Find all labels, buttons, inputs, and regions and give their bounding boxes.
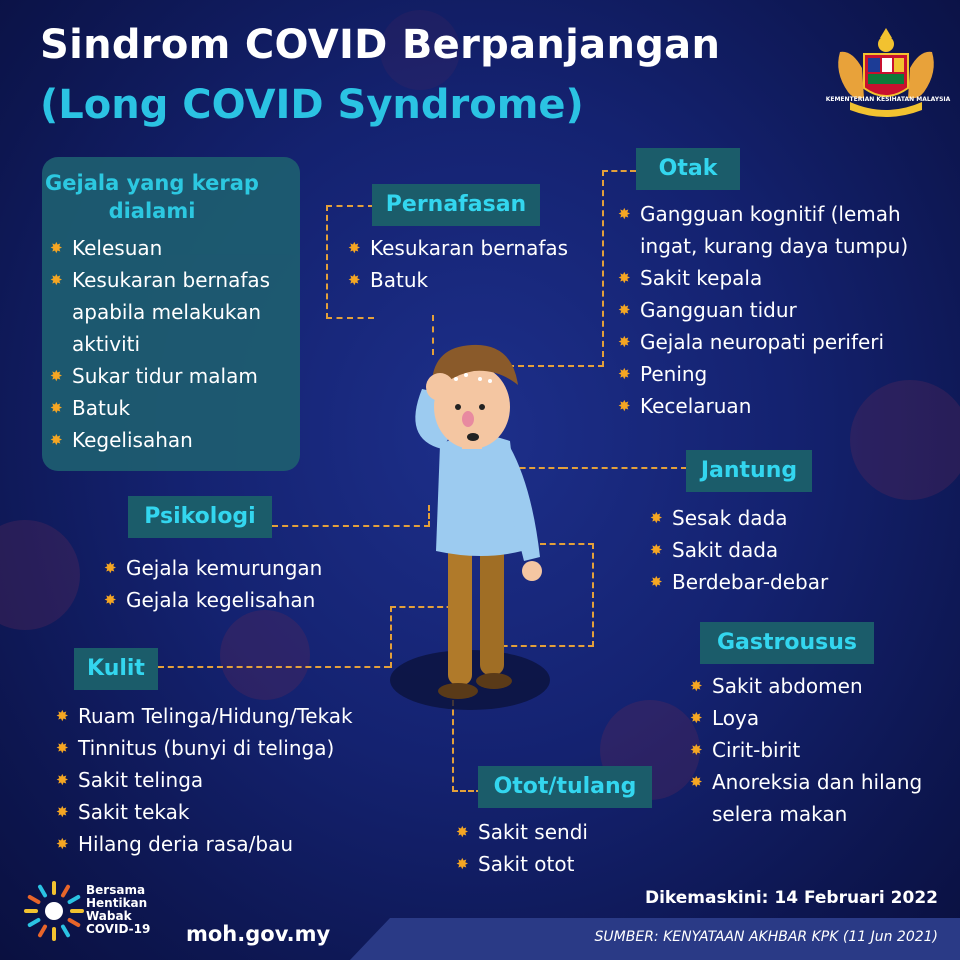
list-item: ✸ Sesak dada (650, 502, 900, 534)
list-item: ✸ Gejala neuropati periferi (618, 326, 944, 358)
list-item: ✸ Gejala kegelisahan (104, 584, 364, 616)
list-item: ✸ Anoreksia dan hilang selera makan (690, 766, 942, 830)
campaign-line: Bersama (86, 883, 146, 897)
list-item: ✸ Kegelisahan (50, 424, 295, 456)
connector-line (562, 467, 687, 471)
common-symptoms-list (50, 232, 295, 456)
kulit-list (56, 700, 386, 860)
section-header-psikologi: Psikologi (128, 496, 272, 538)
connector-line (602, 170, 636, 174)
list-item: ✸ Kecelaruan (618, 390, 944, 422)
list-item: ✸ Cirit-birit (690, 734, 942, 766)
list-item: ✸ Gejala kemurungan (104, 552, 364, 584)
list-item: ✸ Batuk (50, 392, 295, 424)
common-symptoms-title: Gejala yang kerap dialami (45, 171, 259, 223)
coat-of-arms-icon (828, 22, 944, 122)
list-item: ✸ Sakit abdomen (690, 670, 942, 702)
list-item: ✸ Kesukaran bernafas (348, 232, 608, 264)
source-text: SUMBER: KENYATAAN AKHBAR KPK (11 Jun 2021) (594, 929, 938, 945)
list-item: ✸ Sakit dada (650, 534, 900, 566)
list-item: ✸ Loya (690, 702, 942, 734)
list-item: ✸ Sakit tekak (56, 796, 386, 828)
section-header-kulit: Kulit (74, 648, 158, 690)
list-item: ✸ Sakit otot (456, 848, 656, 880)
list-item: ✸ Sakit kepala (618, 262, 944, 294)
list-item: ✸ Tinnitus (bunyi di telinga) (56, 732, 386, 764)
ministry-label: KEMENTERIAN KESIHATAN MALAYSIA (825, 96, 951, 103)
campaign-line: COVID-19 (86, 922, 151, 936)
page-title: Sindrom COVID Berpanjangan (40, 22, 721, 68)
section-header-otot-tulang: Otot/tulang (478, 766, 652, 808)
sick-man-illustration (370, 335, 570, 725)
list-item: ✸ Kelesuan (50, 232, 295, 264)
section-header-otak: Otak (636, 148, 740, 190)
list-item: ✸ Gangguan tidur (618, 294, 944, 326)
updated-date: Dikemaskini: 14 Februari 2022 (644, 888, 938, 908)
list-item: ✸ Gangguan kognitif (lemah ingat, kurang daya tumpu) (618, 198, 944, 262)
list-item: ✸ Kesukaran bernafas apabila melakukan aktiviti (50, 264, 295, 360)
section-header-jantung: Jantung (686, 450, 812, 492)
gastrousus-list (690, 670, 942, 830)
campaign-text (86, 884, 176, 936)
campaign-logo-icon (22, 876, 92, 946)
list-item: ✸ Ruam Telinga/Hidung/Tekak (56, 700, 386, 732)
list-item: ✸ Pening (618, 358, 944, 390)
section-header-pernafasan: Pernafasan (372, 184, 540, 226)
list-item: ✸ Sukar tidur malam (50, 360, 295, 392)
jantung-list (650, 502, 900, 598)
list-item: ✸ Sakit telinga (56, 764, 386, 796)
website-link[interactable]: moh.gov.my (186, 922, 331, 946)
campaign-line: Wabak (86, 909, 132, 923)
virus-decoration (0, 520, 80, 630)
list-item: ✸ Batuk (348, 264, 608, 296)
section-header-gastrousus: Gastrousus (700, 622, 874, 664)
otot-list (456, 816, 656, 880)
page-subtitle: (Long COVID Syndrome) (40, 82, 584, 128)
psikologi-list (104, 552, 364, 616)
pernafasan-list (348, 232, 608, 296)
otak-list (618, 198, 944, 422)
campaign-line: Hentikan (86, 896, 148, 910)
list-item: ✸ Hilang deria rasa/bau (56, 828, 386, 860)
list-item: ✸ Sakit sendi (456, 816, 656, 848)
list-item: ✸ Berdebar-debar (650, 566, 900, 598)
